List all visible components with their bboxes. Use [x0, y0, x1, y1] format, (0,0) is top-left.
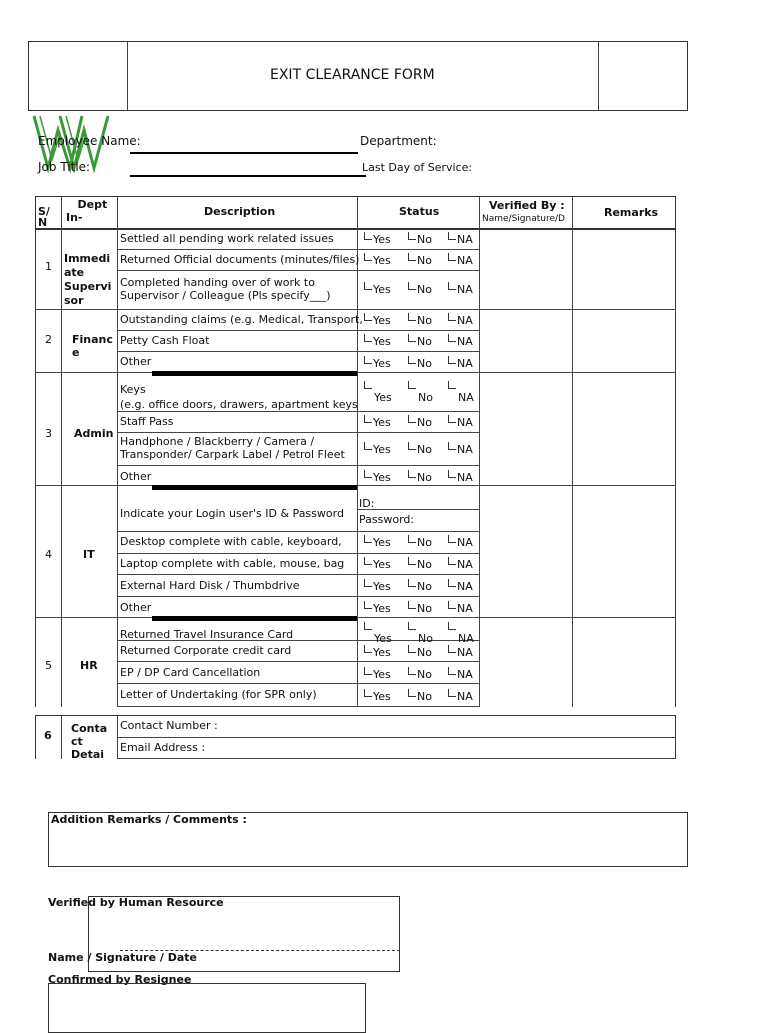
status-option-label: Yes	[373, 443, 391, 456]
status-checkbox[interactable]	[448, 334, 456, 342]
status-checkbox[interactable]	[408, 282, 416, 290]
status-option-label: No	[417, 335, 432, 348]
status-checkbox[interactable]	[364, 645, 372, 653]
row-description: Returned Official documents (minutes/files)	[120, 253, 360, 266]
section-dept: Financ e	[72, 333, 113, 359]
row-divider	[117, 683, 479, 684]
row-description: Handphone / Blackberry / Camera / Transponder/ Carpark Label / Petrol Fleet	[120, 435, 345, 461]
remarks-label: Addition Remarks / Comments :	[51, 813, 247, 826]
status-checkbox[interactable]	[408, 415, 416, 423]
status-checkbox[interactable]	[448, 645, 456, 653]
status-option-label: No	[417, 254, 432, 267]
status-checkbox[interactable]	[408, 622, 416, 630]
status-checkbox[interactable]	[364, 253, 372, 261]
row-divider	[117, 574, 479, 575]
status-checkbox[interactable]	[448, 601, 456, 609]
row-divider	[117, 706, 479, 707]
status-option-label: Yes	[373, 668, 391, 681]
status-option-label: NA	[457, 536, 473, 549]
row-description: Staff Pass	[120, 415, 174, 428]
section-thick-bar	[152, 616, 357, 621]
col-divider	[117, 196, 118, 707]
col-sn: S/ N	[38, 205, 50, 229]
status-checkbox[interactable]	[408, 381, 416, 389]
status-checkbox[interactable]	[448, 253, 456, 261]
employee-name-label: Employee Name:	[38, 134, 141, 148]
status-option-label: NA	[457, 335, 473, 348]
col-divider	[357, 196, 358, 707]
status-checkbox[interactable]	[448, 232, 456, 240]
resignee-signature-box[interactable]	[48, 983, 366, 1033]
status-checkbox[interactable]	[364, 334, 372, 342]
job-title-line[interactable]	[130, 175, 366, 177]
status-option-label: NA	[457, 443, 473, 456]
name-signature-date-label: Name / Signature / Date	[48, 951, 197, 964]
section-dept: Admin	[74, 427, 114, 440]
status-option-label: NA	[457, 646, 473, 659]
status-checkbox[interactable]	[448, 313, 456, 321]
form-title: EXIT CLEARANCE FORM	[270, 67, 435, 83]
confirmed-resignee-label: Confirmed by Resignee	[48, 973, 192, 986]
status-checkbox[interactable]	[408, 535, 416, 543]
section-thick-bar	[152, 371, 357, 376]
verified-hr-label: Verified by Human Resource	[48, 896, 224, 909]
status-option-label: Yes	[373, 602, 391, 615]
status-option-label: NA	[457, 602, 473, 615]
status-checkbox[interactable]	[364, 381, 372, 389]
section-number: 2	[45, 333, 52, 346]
status-checkbox[interactable]	[364, 622, 372, 630]
status-checkbox[interactable]	[448, 667, 456, 675]
it-id-label: ID:	[359, 497, 375, 510]
status-checkbox[interactable]	[364, 356, 372, 364]
row-description: Desktop complete with cable, keyboard,	[120, 535, 342, 548]
row-divider	[117, 531, 479, 532]
status-checkbox[interactable]	[408, 470, 416, 478]
col-verified: Verified By :	[489, 199, 565, 212]
it-password-label: Password:	[359, 513, 415, 526]
status-checkbox[interactable]	[364, 535, 372, 543]
status-checkbox[interactable]	[364, 442, 372, 450]
row-divider	[117, 330, 479, 331]
status-option-label: Yes	[373, 283, 391, 296]
status-option-label: Yes	[373, 690, 391, 703]
row-divider	[117, 351, 479, 352]
status-option-label: Yes	[373, 536, 391, 549]
status-option-label: No	[417, 314, 432, 327]
row-divider	[117, 737, 676, 738]
row-divider	[117, 249, 479, 250]
status-checkbox[interactable]	[448, 415, 456, 423]
status-checkbox[interactable]	[408, 645, 416, 653]
status-checkbox[interactable]	[364, 470, 372, 478]
status-option-label: No	[417, 646, 432, 659]
status-checkbox[interactable]	[448, 356, 456, 364]
status-option-label: No	[417, 580, 432, 593]
row-description: EP / DP Card Cancellation	[120, 666, 261, 679]
section-dept: Conta ct Detai	[71, 722, 108, 758]
section-number: 5	[45, 659, 52, 672]
status-option-label: NA	[457, 254, 473, 267]
status-option-label: No	[418, 632, 433, 645]
col-remarks: Remarks	[604, 206, 659, 219]
status-option-label: Yes	[374, 391, 392, 404]
status-option-label: No	[417, 558, 432, 571]
row-description: Letter of Undertaking (for SPR only)	[120, 688, 317, 701]
row-divider	[117, 465, 479, 466]
status-checkbox[interactable]	[408, 253, 416, 261]
row-description: Laptop complete with cable, mouse, bag	[120, 557, 345, 570]
header-divider-left	[127, 41, 128, 111]
status-option-label: NA	[457, 314, 473, 327]
status-option-label: NA	[457, 471, 473, 484]
job-title-label: Job Title:	[38, 160, 91, 174]
status-option-label: No	[417, 283, 432, 296]
employee-name-line[interactable]	[130, 152, 358, 154]
status-checkbox[interactable]	[448, 282, 456, 290]
status-checkbox[interactable]	[364, 601, 372, 609]
status-option-label: Yes	[373, 335, 391, 348]
row-divider	[117, 270, 479, 271]
row-description: Returned Travel Insurance Card	[120, 628, 294, 641]
section-number: 1	[45, 260, 52, 273]
status-checkbox[interactable]	[408, 313, 416, 321]
status-option-label: No	[417, 416, 432, 429]
col-verified-sub: Name/Signature/D	[482, 214, 565, 224]
row-description: Other	[120, 355, 152, 368]
row-description: External Hard Disk / Thumbdrive	[120, 579, 300, 592]
col-divider	[572, 196, 573, 707]
department-label: Department:	[360, 134, 437, 148]
status-option-label: Yes	[373, 646, 391, 659]
row-divider	[117, 661, 479, 662]
status-checkbox[interactable]	[408, 232, 416, 240]
status-checkbox[interactable]	[408, 689, 416, 697]
status-option-label: Yes	[373, 254, 391, 267]
status-checkbox[interactable]	[408, 557, 416, 565]
col-dept: Dept In-	[66, 198, 108, 224]
email-address-label: Email Address :	[120, 741, 206, 754]
section-dept: IT	[83, 548, 95, 561]
status-checkbox[interactable]	[448, 557, 456, 565]
status-checkbox[interactable]	[448, 470, 456, 478]
status-option-label: No	[417, 443, 432, 456]
contact-number-label: Contact Number :	[120, 719, 218, 732]
status-option-label: Yes	[373, 558, 391, 571]
status-option-label: No	[417, 233, 432, 246]
section-thick-bar	[152, 485, 357, 490]
status-checkbox[interactable]	[364, 313, 372, 321]
status-option-label: Yes	[374, 632, 392, 645]
row-description: Petty Cash Float	[120, 334, 210, 347]
status-option-label: No	[418, 391, 433, 404]
section-number: 4	[45, 548, 52, 561]
col-divider	[61, 715, 62, 759]
status-checkbox[interactable]	[448, 381, 456, 389]
status-checkbox[interactable]	[364, 689, 372, 697]
col-description: Description	[204, 205, 276, 218]
status-checkbox[interactable]	[448, 442, 456, 450]
status-checkbox[interactable]	[364, 415, 372, 423]
status-option-label: No	[417, 690, 432, 703]
status-checkbox[interactable]	[408, 667, 416, 675]
col-divider	[61, 196, 62, 707]
table-header-row	[35, 196, 676, 229]
status-option-label: No	[417, 471, 432, 484]
row-description: Other	[120, 601, 152, 614]
row-divider	[117, 758, 676, 759]
status-option-label: Yes	[373, 357, 391, 370]
status-option-label: Yes	[373, 580, 391, 593]
status-checkbox[interactable]	[364, 579, 372, 587]
status-option-label: No	[417, 668, 432, 681]
status-checkbox[interactable]	[408, 356, 416, 364]
row-description: Outstanding claims (e.g. Medical, Transport,	[120, 313, 363, 326]
section-number: 6	[44, 729, 52, 742]
section-divider	[35, 309, 676, 310]
status-option-label: NA	[457, 580, 473, 593]
status-option-label: NA	[457, 357, 473, 370]
status-option-label: Yes	[373, 314, 391, 327]
status-option-label: NA	[457, 558, 473, 571]
row-description: Keys (e.g. office doors, drawers, apartment keys	[120, 383, 358, 411]
status-checkbox[interactable]	[364, 282, 372, 290]
status-option-label: NA	[457, 233, 473, 246]
row-divider	[357, 509, 479, 510]
row-description: Indicate your Login user's ID & Password	[120, 507, 344, 520]
status-checkbox[interactable]	[448, 579, 456, 587]
status-option-label: No	[417, 357, 432, 370]
row-divider	[117, 553, 479, 554]
status-option-label: NA	[457, 283, 473, 296]
status-checkbox[interactable]	[408, 334, 416, 342]
col-status: Status	[399, 205, 440, 218]
status-checkbox[interactable]	[448, 622, 456, 630]
status-checkbox[interactable]	[364, 667, 372, 675]
section-dept: HR	[80, 659, 98, 672]
row-description: Completed handing over of work to Supervisor / Colleague (Pls specify___)	[120, 276, 331, 302]
status-option-label: NA	[458, 632, 474, 645]
row-divider	[117, 596, 479, 597]
row-description: Returned Corporate credit card	[120, 644, 292, 657]
status-option-label: NA	[458, 391, 474, 404]
row-description: Settled all pending work related issues	[120, 232, 334, 245]
col-divider	[479, 196, 480, 707]
status-option-label: Yes	[373, 416, 391, 429]
row-divider	[117, 432, 479, 433]
status-option-label: No	[417, 536, 432, 549]
status-option-label: NA	[457, 416, 473, 429]
status-checkbox[interactable]	[448, 689, 456, 697]
status-checkbox[interactable]	[448, 535, 456, 543]
status-option-label: NA	[457, 690, 473, 703]
status-checkbox[interactable]	[364, 557, 372, 565]
header-divider-right	[598, 41, 599, 111]
status-option-label: No	[417, 602, 432, 615]
row-description: Other	[120, 470, 152, 483]
status-option-label: Yes	[373, 471, 391, 484]
section-number: 3	[45, 427, 52, 440]
last-day-label: Last Day of Service:	[362, 161, 473, 174]
status-option-label: Yes	[373, 233, 391, 246]
section-dept: Immedi ate Supervi sor	[64, 252, 112, 307]
status-checkbox[interactable]	[408, 601, 416, 609]
status-checkbox[interactable]	[408, 442, 416, 450]
status-checkbox[interactable]	[408, 579, 416, 587]
status-checkbox[interactable]	[364, 232, 372, 240]
status-option-label: NA	[457, 668, 473, 681]
